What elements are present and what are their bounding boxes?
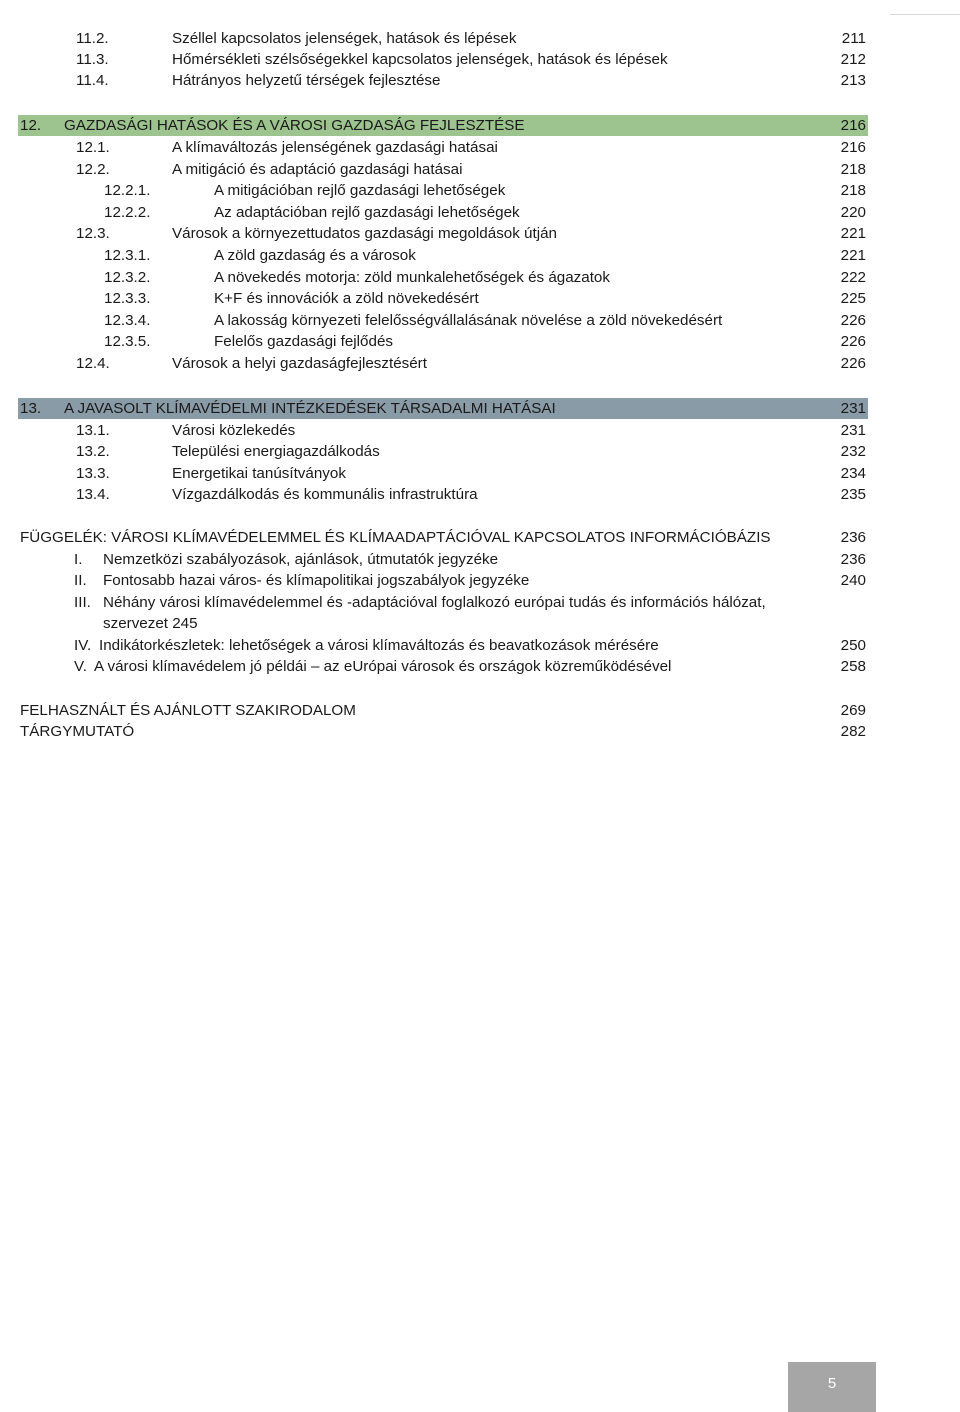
toc-page-number: 236: [840, 529, 866, 546]
toc-appendix-ii[interactable]: [18, 570, 868, 591]
toc-title: Városok a helyi gazdaságfejlesztésért: [172, 355, 427, 372]
toc-page-number: 231: [840, 400, 866, 417]
toc-number: 11.2.: [76, 30, 109, 47]
toc-entry-13-4[interactable]: [18, 484, 868, 505]
toc-title: Felelős gazdasági fejlődés: [214, 333, 393, 350]
toc-page-number: 236: [840, 551, 866, 568]
toc-number: 12.2.: [76, 161, 110, 178]
toc-title: Városi közlekedés: [172, 422, 296, 439]
toc-title: A városi klímavédelem jó példái – az eUrópai városok és országok közreműködésével: [94, 658, 672, 675]
toc-page-number: 269: [840, 702, 866, 719]
toc-entry-12-3-2[interactable]: [18, 267, 868, 288]
toc-appendix-iii[interactable]: [18, 592, 868, 634]
toc-number: 12.3.4.: [104, 312, 151, 329]
toc-title: K+F és innovációk a zöld növekedésért: [214, 290, 479, 307]
toc-title: GAZDASÁGI HATÁSOK ÉS A VÁROSI GAZDASÁG FEJLESZTÉSE: [64, 117, 525, 134]
toc-title: A lakosság környezeti felelősségvállalásának növelése a zöld növekedésért: [214, 312, 723, 329]
toc-title: A mitigáció és adaptáció gazdasági hatásai: [172, 161, 463, 178]
toc-entry-13-1[interactable]: [18, 420, 868, 441]
toc-entry-12-2-2[interactable]: [18, 202, 868, 223]
toc-page-number: 226: [840, 355, 866, 372]
toc-number: 12.3.5.: [104, 333, 151, 350]
toc-number: 12.3.: [76, 225, 110, 242]
toc-number: 11.3.: [76, 51, 109, 68]
toc-index[interactable]: [18, 721, 868, 742]
toc-page-number: 234: [840, 465, 866, 482]
toc-page-number: 231: [840, 422, 866, 439]
toc-title: Az adaptációban rejlő gazdasági lehetőségek: [214, 204, 520, 221]
toc-number: 12.3.3.: [104, 290, 151, 307]
toc-title: Vízgazdálkodás és kommunális infrastruktúra: [172, 486, 478, 503]
toc-entry-11-4[interactable]: [18, 70, 868, 91]
toc-title: Energetikai tanúsítványok: [172, 465, 346, 482]
toc-page-number: 225: [840, 290, 866, 307]
toc-entry-12-1[interactable]: [18, 137, 868, 158]
toc-title: A klímaváltozás jelenségének gazdasági hatásai: [172, 139, 498, 156]
toc-page-number: 226: [840, 333, 866, 350]
toc-number: 12.3.2.: [104, 269, 151, 286]
toc-page-number: 218: [840, 161, 866, 178]
toc-title: Indikátorkészletek: lehetőségek a városi klímaváltozás és beavatkozások mérésére: [99, 637, 659, 654]
toc-entry-11-3[interactable]: [18, 49, 868, 70]
toc-entry-12-3-3[interactable]: [18, 288, 868, 309]
toc-entry-13-3[interactable]: [18, 463, 868, 484]
toc-entry-11-2[interactable]: [18, 28, 868, 49]
toc-title: A növekedés motorja: zöld munkalehetőségek és ágazatok: [214, 269, 610, 286]
toc-number: 12.: [20, 117, 42, 134]
toc-number: 12.1.: [76, 139, 110, 156]
toc-entry-12-4[interactable]: [18, 353, 868, 374]
header-rule: [890, 14, 960, 15]
toc-number: 12.3.1.: [104, 247, 151, 264]
toc-page-number: 232: [840, 443, 866, 460]
toc-entry-12-3-4[interactable]: [18, 310, 868, 331]
toc-entry-12-3[interactable]: [18, 223, 868, 244]
toc-page-number: 216: [840, 117, 866, 134]
toc-number: 13.1.: [76, 422, 110, 439]
toc-number: 13.2.: [76, 443, 110, 460]
toc-chapter-12[interactable]: [18, 115, 868, 136]
toc-title: FELHASZNÁLT ÉS AJÁNLOTT SZAKIRODALOM: [20, 702, 356, 719]
page-number: 5: [827, 1375, 837, 1392]
toc-page-number: 218: [840, 182, 866, 199]
toc-title: TÁRGYMUTATÓ: [20, 723, 135, 740]
toc-page-number: 235: [840, 486, 866, 503]
toc-number: 12.2.2.: [104, 204, 151, 221]
toc-number: 11.4.: [76, 72, 109, 89]
toc-number: I.: [74, 551, 83, 568]
toc-appendix-v[interactable]: [18, 656, 868, 677]
toc-number: 12.2.1.: [104, 182, 151, 199]
toc-title: A JAVASOLT KLÍMAVÉDELMI INTÉZKEDÉSEK TÁRSADALMI HATÁSAI: [64, 400, 556, 417]
toc-entry-12-3-1[interactable]: [18, 245, 868, 266]
toc-number: 13.4.: [76, 486, 110, 503]
toc-page-number: 213: [840, 72, 866, 89]
toc-number: V.: [74, 658, 87, 675]
toc-title: Néhány városi klímavédelemmel és -adaptációval foglalkozó európai tudás és információs hálózat, szervezet 245: [103, 594, 766, 632]
toc-number: 13.: [20, 400, 42, 417]
toc-title: Hátrányos helyzetű térségek fejlesztése: [172, 72, 441, 89]
toc-chapter-13[interactable]: [18, 398, 868, 419]
toc-entry-12-2-1[interactable]: [18, 180, 868, 201]
page-number-box: [788, 1362, 876, 1412]
toc-entry-12-2[interactable]: [18, 159, 868, 180]
toc-page-number: 240: [840, 572, 866, 589]
toc-title: Fontosabb hazai város- és klímapolitikai jogszabályok jegyzéke: [103, 572, 530, 589]
toc-page-number: 211: [841, 30, 866, 47]
toc-page-number: 221: [840, 247, 866, 264]
toc-title: FÜGGELÉK: VÁROSI KLÍMAVÉDELEMMEL ÉS KLÍMAADAPTÁCIÓVAL KAPCSOLATOS INFORMÁCIÓBÁZIS: [20, 529, 771, 546]
toc-page-number: 250: [840, 637, 866, 654]
toc-page-number: 221: [840, 225, 866, 242]
toc-page-number: 216: [840, 139, 866, 156]
toc-entry-12-3-5[interactable]: [18, 331, 868, 352]
toc-number: 13.3.: [76, 465, 110, 482]
toc-page-number: 220: [840, 204, 866, 221]
toc-appendix-i[interactable]: [18, 549, 868, 570]
toc-number: 12.4.: [76, 355, 110, 372]
toc-title: A mitigációban rejlő gazdasági lehetőségek: [214, 182, 506, 199]
toc-title: A zöld gazdaság és a városok: [214, 247, 416, 264]
toc-page-number: 222: [840, 269, 866, 286]
toc-number: IV.: [74, 637, 92, 654]
toc-page-number: 258: [840, 658, 866, 675]
toc-entry-13-2[interactable]: [18, 441, 868, 462]
toc-appendix-heading[interactable]: [18, 527, 868, 548]
toc-title: Városok a környezettudatos gazdasági megoldások útján: [172, 225, 557, 242]
toc-number: III.: [74, 594, 91, 611]
toc-page-number: 226: [840, 312, 866, 329]
toc-appendix-iv[interactable]: [18, 635, 868, 656]
toc-page-number: 282: [840, 723, 866, 740]
toc-number: II.: [74, 572, 87, 589]
toc-title: Hőmérsékleti szélsőségekkel kapcsolatos jelenségek, hatások és lépések: [172, 51, 668, 68]
toc-title: Települési energiagazdálkodás: [172, 443, 380, 460]
toc-bibliography[interactable]: [18, 700, 868, 721]
toc-title: Széllel kapcsolatos jelenségek, hatások és lépések: [172, 30, 517, 47]
toc-page-number: 212: [840, 51, 866, 68]
toc-title: Nemzetközi szabályozások, ajánlások, útmutatók jegyzéke: [103, 551, 499, 568]
